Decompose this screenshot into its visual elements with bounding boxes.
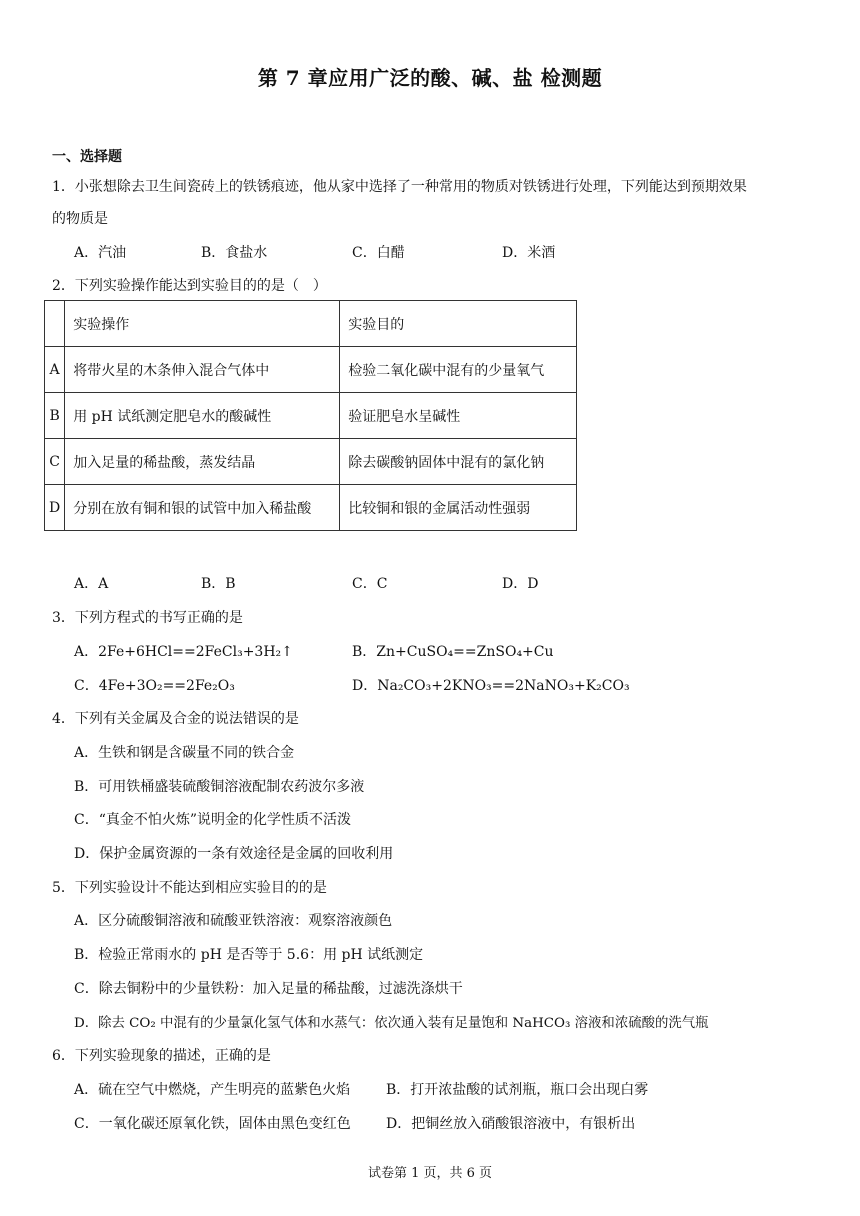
q1-option-a: A．汽油 (74, 245, 127, 261)
table-cell: 比较铜和银的金属活动性强弱 (340, 485, 577, 531)
q4-option-b: B．可用铁桶盛装硫酸铜溶液配制农药波尔多液 (74, 779, 365, 795)
q1-stem-line1: 1．小张想除去卫生间瓷砖上的铁锈痕迹，他从家中选择了一种常用的物质对铁锈进行处理，下列能达到预期效果 (52, 179, 747, 195)
q1-option-b: B．食盐水 (201, 245, 268, 261)
q2-option-c: C．C (352, 576, 388, 592)
section-heading: 一、选择题 (52, 149, 122, 165)
table-header-row (45, 301, 577, 347)
table-cell: 加入足量的稀盐酸，蒸发结晶 (65, 439, 340, 485)
q4-option-c: C．“真金不怕火炼”说明金的化学性质不活泼 (74, 812, 352, 828)
q4-option-a: A．生铁和钢是含碳量不同的铁合金 (74, 745, 295, 761)
q1-stem-line2: 的物质是 (52, 211, 108, 227)
table-row (45, 347, 577, 393)
q3-option-d: D．Na₂CO₃+2KNO₃==2NaNO₃+K₂CO₃ (352, 678, 630, 694)
table-header-cell: 实验目的 (340, 301, 577, 347)
q2-option-a: A．A (74, 576, 109, 592)
q3-option-b: B．Zn+CuSO₄==ZnSO₄+Cu (352, 644, 554, 660)
q2-option-b: B．B (201, 576, 236, 592)
table-row (45, 485, 577, 531)
table-cell: 用 pH 试纸测定肥皂水的酸碱性 (65, 393, 340, 439)
q3-option-a: A．2Fe+6HCl==2FeCl₃+3H₂↑ (74, 644, 293, 660)
q4-option-d: D．保护金属资源的一条有效途径是金属的回收利用 (74, 846, 394, 862)
q2-table (44, 300, 577, 531)
q5-option-b: B．检验正常雨水的 pH 是否等于 5.6：用 pH 试纸测定 (74, 947, 424, 963)
q4-stem: 4．下列有关金属及合金的说法错误的是 (52, 711, 299, 727)
q6-stem: 6．下列实验现象的描述，正确的是 (52, 1048, 271, 1064)
page-footer: 试卷第 1 页，共 6 页 (367, 1166, 493, 1181)
table-header-cell: 实验操作 (65, 301, 340, 347)
q6-option-d: D．把铜丝放入硝酸银溶液中，有银析出 (386, 1116, 636, 1132)
table-cell: 将带火星的木条伸入混合气体中 (65, 347, 340, 393)
q5-option-a: A．区分硫酸铜溶液和硫酸亚铁溶液：观察溶液颜色 (74, 913, 393, 929)
q3-option-c: C．4Fe+3O₂==2Fe₂O₃ (74, 678, 235, 694)
q6-option-a: A．硫在空气中燃烧，产生明亮的蓝紫色火焰 (74, 1082, 351, 1098)
q6-option-c: C．一氧化碳还原氧化铁，固体由黑色变红色 (74, 1116, 351, 1132)
table-header-cell (45, 301, 65, 347)
q1-option-d: D．米酒 (502, 245, 556, 261)
q6-option-b: B．打开浓盐酸的试剂瓶，瓶口会出现白雾 (386, 1082, 649, 1098)
q2-option-d: D．D (502, 576, 539, 592)
table-row (45, 439, 577, 485)
q1-option-c: C．白醋 (352, 245, 405, 261)
table-cell: D (45, 485, 65, 531)
table-cell: B (45, 393, 65, 439)
table-row (45, 393, 577, 439)
q3-stem: 3．下列方程式的书写正确的是 (52, 610, 243, 626)
q5-stem: 5．下列实验设计不能达到相应实验目的的是 (52, 880, 327, 896)
q5-option-d: D．除去 CO₂ 中混有的少量氯化氢气体和水蒸气：依次通入装有足量饱和 NaHCO₃ 溶液和浓硫酸的洗气瓶 (74, 1016, 709, 1031)
page-title: 第 7 章应用广泛的酸、碱、盐 检测题 (257, 66, 603, 90)
table-cell: A (45, 347, 65, 393)
table-cell: 验证肥皂水呈碱性 (340, 393, 577, 439)
table-cell: C (45, 439, 65, 485)
table-cell: 除去碳酸钠固体中混有的氯化钠 (340, 439, 577, 485)
q2-stem: 2．下列实验操作能达到实验目的的是（ ） (52, 278, 327, 294)
table-cell: 分别在放有铜和银的试管中加入稀盐酸 (65, 485, 340, 531)
q5-option-c: C．除去铜粉中的少量铁粉：加入足量的稀盐酸，过滤洗涤烘干 (74, 981, 463, 997)
table-cell: 检验二氧化碳中混有的少量氧气 (340, 347, 577, 393)
